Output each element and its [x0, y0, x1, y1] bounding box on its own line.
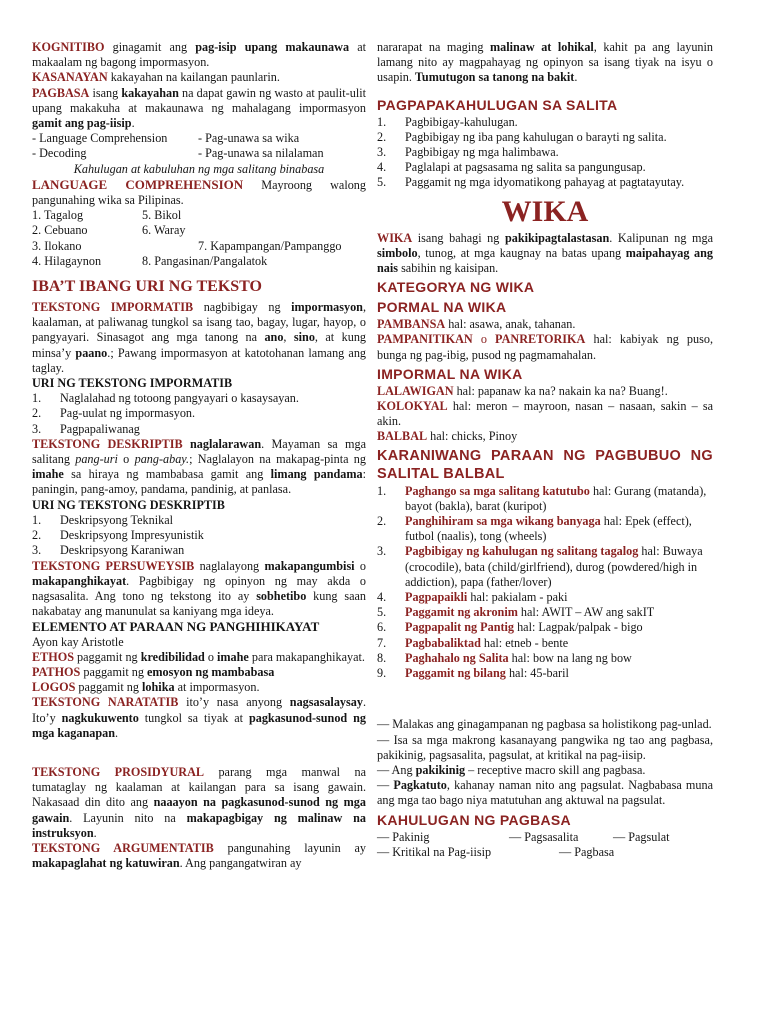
list-item: 6. Pagpapalit ng Pantig hal: Lagpak/palpak - bigo	[377, 620, 643, 635]
uri-impormatib-heading: URI NG TEKSTONG IMPORMATIB	[32, 376, 233, 391]
balbal-def: BALBAL hal: chicks, Pinoy	[377, 429, 518, 444]
pagbasa-note-1: — Malakas ang ginagampanan ng pagbasa sa holistikong pag-unlad.	[377, 717, 712, 732]
kasanayan-def: KASANAYAN kakayahan na kailangan paunlarin.	[32, 70, 280, 85]
pormal-heading: PORMAL NA WIKA	[377, 299, 507, 316]
lalawigan-def: LALAWIGAN hal: papanaw ka na? nakain ka na? Buang!.	[377, 383, 668, 398]
left-column	[32, 40, 366, 871]
pathos-def: PATHOS paggamit ng emosyon ng mambabasa	[32, 664, 275, 679]
list-item: 7. Pagbabaliktad hal: etneb - bente	[377, 635, 569, 650]
pambansa-def: PAMBANSA hal: asawa, anak, tahanan.	[377, 317, 576, 332]
list-item: 2. Pag-uulat ng impormasyon.	[32, 406, 196, 421]
kahulugan-pagbasa-heading: KAHULUGAN NG PAGBASA	[377, 811, 571, 828]
impormal-heading: IMPORMAL NA WIKA	[377, 365, 523, 382]
list-item: 3. Pagbibigay ng kahulugan ng salitang tagalog hal: Buwaya (crocodile), bata (child/girlfriend), durog (powdered/high in addiction), papa (father/lover)	[377, 544, 703, 589]
spacer	[32, 741, 366, 765]
kategorya-heading: KATEGORYA NG WIKA	[377, 279, 535, 296]
logos-def: LOGOS paggamit ng lohika at impormasyon.	[32, 680, 260, 695]
deskriptib-def: TEKSTONG DESKRIPTIB naglalarawan. Mayaman sa mga salitang pang-uri o pang-abay.; Naglalayon na makapag-pinta ng imahe sa hiraya ng mambabasa gamit ang limang pandama: paningin, pang-amoy, pandama, pandinig, at panlasa.	[32, 436, 366, 497]
list-item: 5. Paggamit ng akronim hal: AWIT – AW ang sakIT	[377, 605, 655, 620]
list-item: 3. Pagpapaliwanag	[32, 421, 140, 436]
prosidyural-def: TEKSTONG PROSIDYURAL parang mga manwal na tumataglay ng kaalaman at kailangan para sa isang gawain. Nakasaad din dito ang naaayon na pagkasunod-sunod ng mga gawain. Layunin nito na makapagbigay ng malinaw na instruksyon.	[32, 764, 366, 840]
list-item: 2. Deskripsyong Impresyunistik	[32, 528, 204, 543]
list-item: 1. Naglalahad ng totoong pangyayari o kasaysayan.	[32, 391, 299, 406]
list-item: 4. Paglalapi at pagsasama ng salita sa pangungusap.	[377, 160, 646, 175]
languages-list: 1. Tagalog 5. Bikol 2. Cebuano 6. Waray 3. Ilokano 7. Kapampangan/Pampanggo 4. Hilagaynon 8. Pangasinan/Pangalatok	[32, 208, 342, 268]
right-column	[377, 40, 713, 860]
deskriptib-list	[32, 513, 366, 559]
pagbasa-note-4: — Pagkatuto, kahanay naman nito ang pagsulat. Nagbabasa muna ang mga tao bago niya matutuhan ang aktuwal na pagsulat.	[377, 778, 713, 808]
pagbasa-def: PAGBASA isang kakayahan na dapat gawin ng wasto at paulit-ulit upang makakuha at makaunawa ng mahalagang impormasyon gamit ang pag-iisip.	[32, 85, 366, 131]
list-item: 3. Pagbibigay ng mga halimbawa.	[377, 145, 559, 160]
naratatib-def: TEKSTONG NARATATIB ito’y nasa anyong nagsasalaysay. Ito’y nagkukuwento tungkol sa tiyak at pagkasunod-sunod ng mga kaganapan.	[32, 695, 366, 740]
informatib-def: TEKSTONG IMPORMATIB nagbibigay ng impormasyon, kaalaman, at paliwanag tungkol sa isang tao, bagay, lugar, hayop, o pangyayari. Sinasagot ang mga tanong na ano, sino, at kung minsa’y paano.; Pawang impormasyon at katotohanan lamang ang taglay.	[32, 300, 367, 375]
impormatib-list	[32, 391, 366, 437]
wika-title: WIKA	[501, 194, 589, 228]
elemento-heading: ELEMENTO AT PARAAN NG PANGHIHIKAYAT	[32, 619, 320, 635]
pagpapakahulugan-heading: PAGPAPAKAHULUGAN SA SALITA	[377, 96, 618, 113]
list-item: 4. Pagpapaikli hal: pakialam - paki	[377, 590, 568, 605]
list-item: 1. Pagbibigay-kahulugan.	[377, 114, 518, 129]
persuweysib-def: TEKSTONG PERSUWEYSIB naglalayong makapangumbisi o makapanghikayat. Pagbibigay ng opinyon ng may akda o nagsasalita. Ang tono ng tekstong ito ay sobhetibo kung saan nakabatay ang manunulat sa kaniyang mga ideya.	[32, 558, 367, 619]
kolokyal-def: KOLOKYAL hal: meron – mayroon, nasan – nasaan, sakin – sa akin.	[377, 399, 713, 429]
uri-deskriptib-heading: URI NG TEKSTONG DESKRIPTIB	[32, 497, 225, 512]
list-item: 1. Paghango sa mga salitang katutubo hal: Gurang (matanda), bayot (bakla), barat (kuripot)	[377, 483, 707, 513]
list-item: 3. Deskripsyong Karaniwan	[32, 543, 185, 558]
list-item: 5. Paggamit ng mga idyomatikong pahayag at pagtatayutay.	[377, 175, 685, 190]
list-item: 2. Panghihiram sa mga wikang banyaga hal: Epek (effect), futbol (naalis), tong (wheels)	[377, 514, 692, 544]
argumentatib-def: TEKSTONG ARGUMENTATIB pangunahing layunin ay makapaglahat ng katuwiran. Ang pangangatwiran ay	[32, 840, 367, 871]
spacer	[377, 681, 713, 717]
pampanitikan-def: PAMPANITIKAN o PANRETORIKA hal: kabiyak ng puso, bunga ng pag-ibig, pusod ng pagmamahalan.	[377, 332, 713, 362]
comprehension-table: - Language Comprehension - Pag-unawa sa wika - Decoding - Pag-unawa sa nilalaman	[32, 131, 324, 161]
pagbasa-note-2: — Isa sa mga makrong kasanayang pangwika ng tao ang pagbasa, pakikinig, pagsasalita, pagsulat, at kritikal na pag-iisip.	[377, 732, 713, 762]
kognitibo-def: KOGNITIBO ginagamit ang pag-isip upang makaunawa at makaalam ng bagong impormasyon.	[32, 40, 366, 70]
ethos-def: ETHOS paggamit ng kredibilidad o imahe para makapanghikayat.	[32, 649, 365, 664]
kahulugan-pagbasa-grid: — Pakinig — Pagsasalita — Pagsulat — Kritikal na Pag-iisip — Pagbasa	[377, 829, 670, 859]
list-item: 9. Paggamit ng bilang hal: 45-baril	[377, 666, 569, 681]
pagpapakahulugan-list	[377, 115, 713, 191]
iba-ibang-uri-heading: IBA’T IBANG URI NG TEKSTO	[32, 278, 262, 296]
kahulugan-italic-note: Kahulugan at kabuluhan ng mga salitang binabasa	[73, 161, 325, 176]
language-comprehension-def: LANGUAGE COMPREHENSION Mayroong walong pangunahing wika sa Pilipinas.	[32, 176, 366, 208]
argumentatib-continued: nararapat na maging malinaw at lohikal, kahit pa ang layunin lamang nito ay magpahayag ng opinyon sa isang tiyak na isyu o usapin. Tumutugon sa tanong na bakit.	[377, 40, 713, 85]
karaniwang-paraan-heading: KARANIWANG PARAAN NG PAGBUBUO NG SALITAL BALBAL	[377, 447, 713, 482]
pagbasa-note-3: — Ang pakikinig – receptive macro skill ang pagbasa.	[377, 762, 646, 777]
balbal-list	[377, 484, 713, 682]
list-item: 2. Pagbibigay ng iba pang kahulugan o barayti ng salita.	[377, 129, 667, 144]
list-item: 1. Deskripsyong Teknikal	[32, 512, 173, 527]
list-item: 8. Paghahalo ng Salita hal: bow na lang ng bow	[377, 650, 632, 665]
wika-def: WIKA isang bahagi ng pakikipagtalastasan. Kalipunan ng mga simbolo, tunog, at mga kaugnay na batas upang maipahayag ang nais sabihin ng kaisipan.	[377, 230, 713, 276]
aristotle-line: Ayon kay Aristotle	[32, 634, 124, 649]
